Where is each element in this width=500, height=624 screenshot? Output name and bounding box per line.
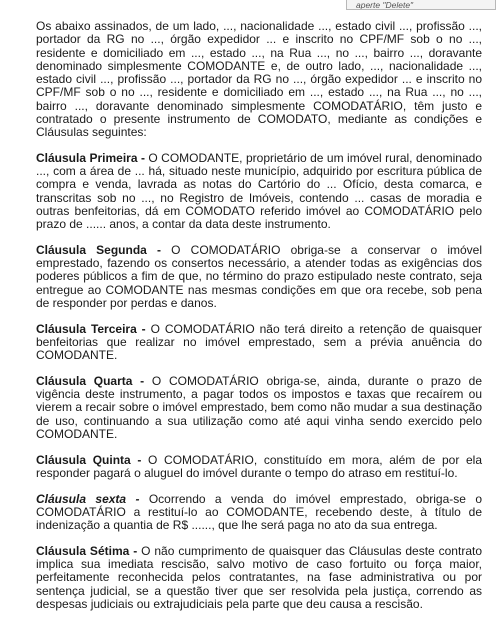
delete-hint-text: aperte "Delete" <box>356 0 414 10</box>
clause-paragraph-7 <box>36 545 482 611</box>
clause-title: Cláusula Terceira - <box>36 321 146 336</box>
clause-text: O COMODATÁRIO obriga-se, ainda, durante o prazo de vigência deste instrumento, a pagar todos os impostos e taxas que recaírem ou vierem a recair sobre o imóvel emprestado, bem como não mudar a sua destinação de uso, continuando a sua utilização como até aqui vinha sendo exercido pelo COMODANTE. <box>36 373 482 441</box>
contract-document[interactable] <box>36 20 482 624</box>
clause-text: O COMODANTE, proprietário de um imóvel rural, denominado ..., com a área de ... há, situado neste município, adquirido por escritura pública de compra e venda, lavrada as notas do Cartório do ... Ofício, desta comarca, e transcritas sob no ..., no Registro de Imóveis, contendo ... casas de moradia e outras benfeitorias, dá em COMODATO referido imóvel ao COMODATÁRIO pelo prazo de ...... anos, a contar da data deste instrumento. <box>36 150 483 231</box>
clause-title: Cláusula Primeira - <box>36 150 145 165</box>
clause-title: Cláusula Segunda - <box>36 242 162 257</box>
clause-paragraph-5 <box>36 454 482 481</box>
clause-title: Cláusula Sétima - <box>36 543 138 558</box>
contract-intro-paragraph: Os abaixo assinados, de um lado, ..., nacionalidade ..., estado civil ..., profissão ..., portador da RG no ..., órgão expedidor ... e inscrito no CPF/MF sob o no ..., residente e domiciliado em ..., estado ..., na Rua ..., no ..., bairro ..., doravante denominado simplesmente COMODANTE e, de outro lado, ..., nacionalidade ..., estado civil ..., profissão ..., portador da RG no ..., órgão expedidor ... e inscrito no CPF/MF sob o no ..., residente e domiciliado em ..., estado ..., na Rua ..., no ..., bairro ..., doravante denominado simplesmente COMODATÁRIO, têm justo e contratado o presente instrumento de COMODATO, mediante as condições e Cláusulas seguintes: <box>36 19 482 139</box>
clause-text: O não cumprimento de quaisquer das Cláusulas deste contrato implica sua imediata rescisão, salvo motivo de caso fortuito ou força maior, perfeitamente reconhecida pelos contratantes, na fase administrativa ou por sentença judicial, se a questão tiver que ser resolvida pela justiça, correndo as despesas judiciais ou extrajudiciais pela parte que deu causa a rescisão. <box>36 543 482 611</box>
clause-text: O COMODATÁRIO não terá direito a retenção de quaisquer benfeitorias que realizar no imóvel emprestado, sem a prévia anuência do COMODANTE. <box>36 321 482 362</box>
clause-paragraph-2 <box>36 244 482 310</box>
clause-paragraph-3 <box>36 323 482 363</box>
clause-paragraph-6 <box>36 493 482 533</box>
clause-title: Cláusula Quinta - <box>36 452 142 467</box>
clause-paragraph-1 <box>36 152 482 232</box>
clause-paragraph-4 <box>36 375 482 441</box>
delete-hint-box <box>346 0 496 10</box>
clause-title: Cláusula Quarta - <box>36 373 145 388</box>
clause-title: Cláusula sexta - <box>36 491 140 506</box>
clause-text: O COMODATÁRIO, constituído em mora, além de por ela responder pagará o aluguel do imóvel durante o tempo do atraso em restituí-lo. <box>36 452 483 480</box>
clause-text: Ocorrendo a venda do imóvel emprestado, obriga-se o COMODATÁRIO a restituí-lo ao COMODANTE, recebendo deste, à título de indenização a quantia de R$ ......, que lhe será paga no ato da sua entrega. <box>36 491 482 532</box>
clause-text: O COMODATÁRIO obriga-se a conservar o imóvel emprestado, fazendo os consertos necessário, a atender todas as exigências dos poderes públicos a fim de que, no término do prazo estipulado neste contrato, seja entregue ao COMODANTE nas mesmas condições em que ora recebe, sob pena de responder por perdas e danos. <box>36 242 482 310</box>
